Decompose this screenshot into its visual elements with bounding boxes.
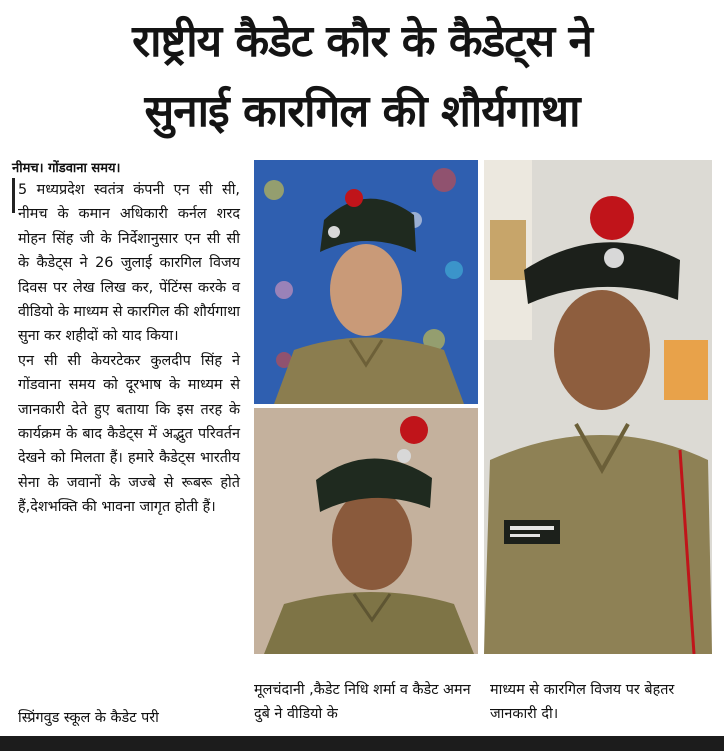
article-paragraph-2: एन सी सी केयरटेकर कुलदीप सिंह ने गोंडवाना समय को दूरभाष के माध्यम से जानकारी देते हुए बताया कि इस तरह के कार्यक्रम के बाद कैडेट्स में अद्भुत परिवर्तन देखने को मिलता हैं। हमारे कैडेट्स भारतीय सेना के जवानों के जज्बे से रूबरू होते हैं,देशभक्ति की भावना जागृत होती हैं। [18,352,240,516]
article-column-3-text: माध्यम से कारगिल विजय पर बेहतर जानकारी दी। [490,682,675,722]
article-paragraph-1: 5 मध्यप्रदेश स्वतंत्र कंपनी एन सी सी, नीमच के कमान अधिकारी कर्नल शरद मोहन सिंह जी के निर्देशानुसार एन सी सी के कैडेट्स ने 26 जुलाई कारगिल विजय दिवस पर लेख लिख कर, पेंटिंग्स करके व वीडियो के माध्यम से कारगिल की शौर्यगाथा सुना कर शहीदों को याद किया। [18,182,240,345]
photo-cadet-girl-2 [484,160,712,654]
article-column-2-text: मूलचंदानी ,कैडेट निधि शर्मा व कैडेट अमन दुबे ने वीडियो के [254,682,471,722]
headline-line-1: राष्ट्रीय कैडेट कौर के कैडेट्स ने [132,16,592,67]
article-column-1 [18,178,240,520]
photo-cadet-boy [254,408,478,654]
article-column-1-tail: स्प्रिंगवुड स्कूल के कैडेट परी [18,710,159,726]
column-rule [12,178,15,213]
photo-cadet-girl-1 [254,160,478,404]
dateline: नीमच। गोंडवाना समय। [12,161,121,176]
headline-line-2: सुनाई कारगिल की शौर्यगाथा [144,86,580,137]
footer-bar [0,736,724,751]
